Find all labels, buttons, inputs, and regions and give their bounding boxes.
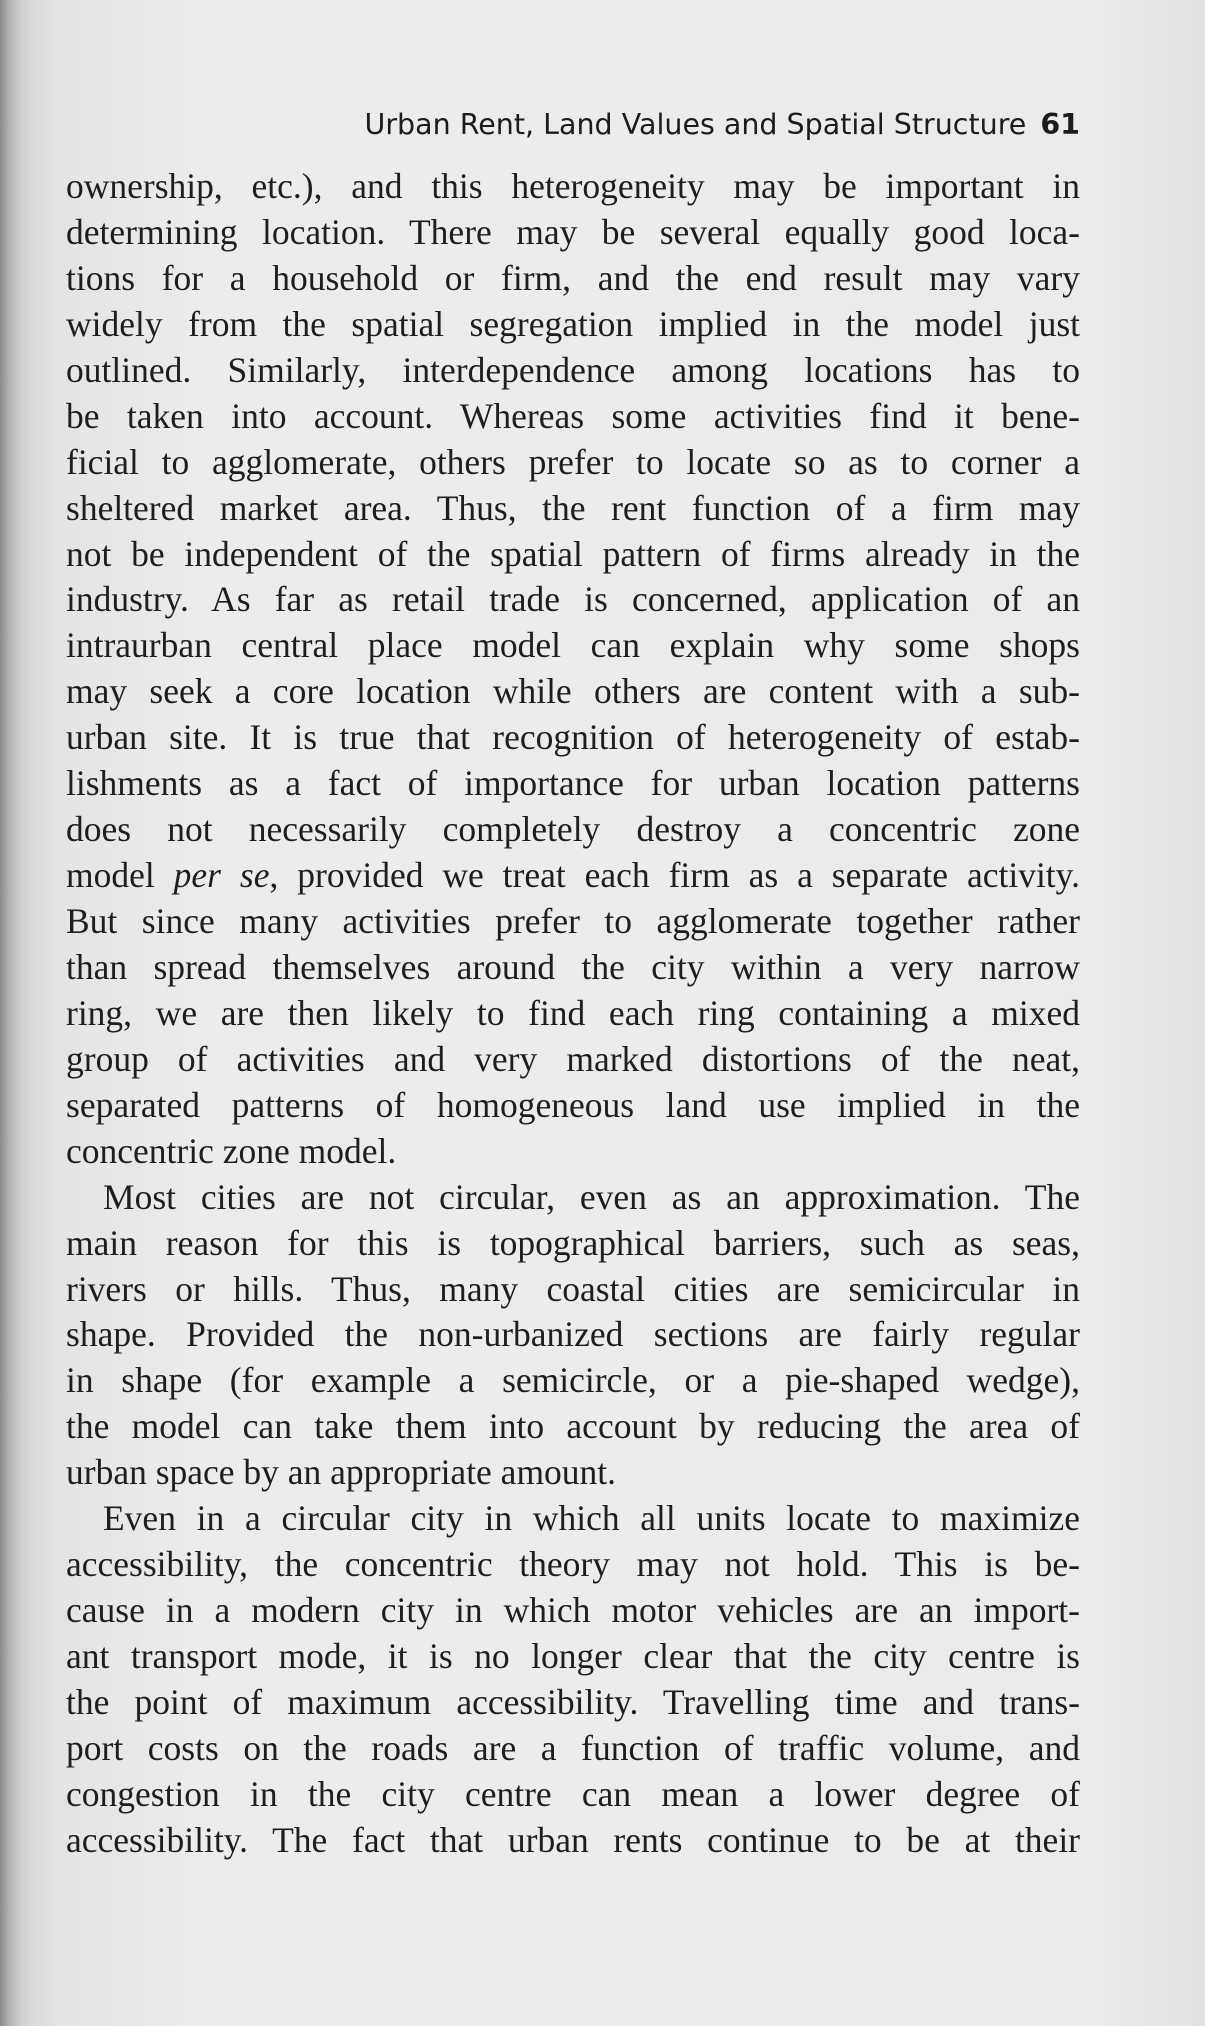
text-line: Most cities are not circular, even as an approximation. The <box>103 1176 1080 1217</box>
text-line: widely from the spatial segregation implied in the model just <box>66 303 1080 344</box>
body-text <box>66 164 1080 1864</box>
text-line: lishments as a fact of importance for urban location patterns <box>66 763 1080 804</box>
text-line: But since many activities prefer to agglomerate together rather <box>66 901 1080 941</box>
text-line: main reason for this is topographical barriers, such as seas, <box>66 1222 1080 1263</box>
text-run: , provided we treat each firm as a separate activity. <box>269 855 1080 896</box>
text-line: ownership, etc.), and this heterogeneity may be important in <box>66 166 1080 206</box>
text-line <box>66 853 1080 899</box>
text-line: determining location. There may be several equally good loca- <box>66 211 1080 252</box>
text-line: ficial to agglomerate, others prefer to locate so as to corner a <box>66 441 1080 482</box>
binding-edge <box>0 0 30 2026</box>
page-number: 61 <box>1040 108 1080 141</box>
text-line: sheltered market area. Thus, the rent function of a firm may <box>66 487 1080 528</box>
text-line: the model can take them into account by reducing the area of <box>66 1406 1080 1447</box>
text-line: tions for a household or firm, and the end result may vary <box>66 257 1080 298</box>
text-line: be taken into account. Whereas some activities find it bene- <box>66 395 1080 436</box>
text-line: does not necessarily completely destroy a concentric zone <box>66 809 1080 850</box>
text-line: urban site. It is true that recognition of heterogeneity of estab- <box>66 717 1080 758</box>
text-line: the point of maximum accessibility. Travelling time and trans- <box>66 1681 1080 1722</box>
text-line: not be independent of the spatial pattern of firms already in the <box>66 533 1080 574</box>
text-line: than spread themselves around the city within a very narrow <box>66 946 1080 987</box>
text-line: group of activities and very marked distortions of the neat, <box>66 1038 1080 1079</box>
text-line: accessibility, the concentric theory may not hold. This is be- <box>66 1544 1080 1585</box>
text-line: Even in a circular city in which all units locate to maximize <box>103 1498 1080 1539</box>
text-line: shape. Provided the non-urbanized sections are fairly regular <box>66 1314 1080 1355</box>
text-line: accessibility. The fact that urban rents continue to be at their <box>66 1819 1080 1860</box>
italic-phrase: per se <box>173 855 270 896</box>
running-head-title: Urban Rent, Land Values and Spatial Structure <box>364 108 1027 141</box>
text-line: rivers or hills. Thus, many coastal cities are semicircular in <box>66 1268 1080 1309</box>
text-line: ring, we are then likely to find each ring containing a mixed <box>66 992 1080 1033</box>
text-line: ant transport mode, it is no longer clear that the city centre is <box>66 1636 1080 1676</box>
text-run: model <box>66 855 174 896</box>
text-line: concentric zone model. <box>66 1130 397 1171</box>
text-line: cause in a modern city in which motor vehicles are an import- <box>66 1590 1080 1631</box>
text-line: port costs on the roads are a function of traffic volume, and <box>66 1727 1080 1768</box>
text-line: intraurban central place model can explain why some shops <box>66 625 1080 666</box>
text-line: in shape (for example a semicircle, or a pie-shaped wedge), <box>66 1360 1080 1401</box>
text-line: industry. As far as retail trade is concerned, application of an <box>66 579 1080 620</box>
running-head <box>0 108 1080 141</box>
text-line: may seek a core location while others are content with a sub- <box>66 671 1080 712</box>
text-line: urban space by an appropriate amount. <box>66 1452 617 1493</box>
text-line: congestion in the city centre can mean a lower degree of <box>66 1773 1080 1814</box>
text-line: outlined. Similarly, interdependence among locations has to <box>66 349 1080 390</box>
text-line: separated patterns of homogeneous land use implied in the <box>66 1084 1080 1125</box>
